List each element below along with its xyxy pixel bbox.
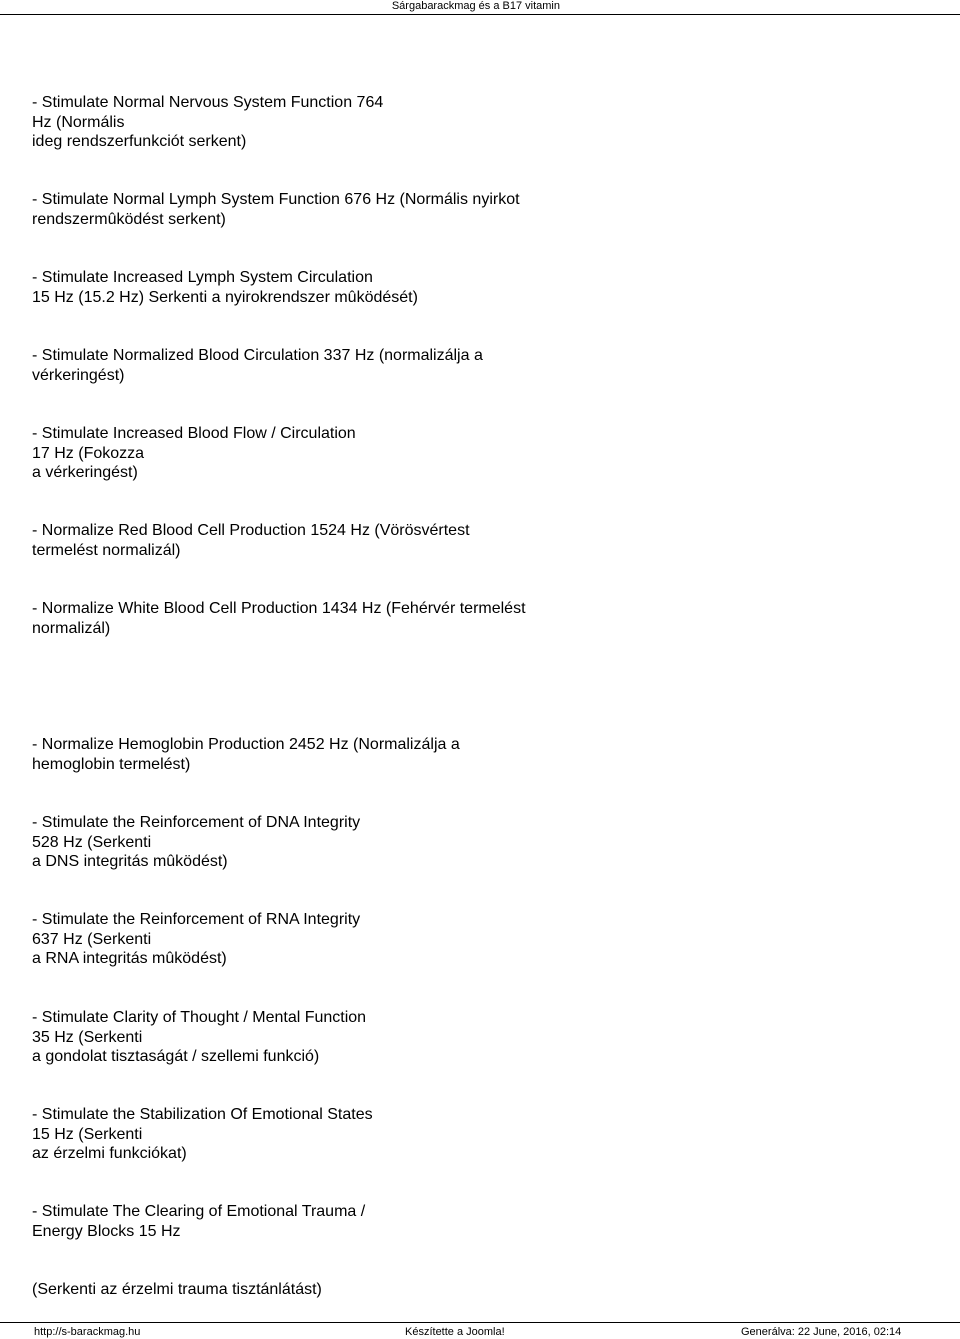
paragraph-line: a vérkeringést) (32, 464, 138, 481)
paragraph-line: az érzelmi funkciókat) (32, 1145, 187, 1162)
paragraph-line: - Stimulate the Stabilization Of Emotional States (32, 1106, 373, 1123)
paragraph-line: ideg rendszerfunkciót serkent) (32, 133, 247, 150)
paragraph (32, 93, 383, 152)
paragraph (32, 424, 356, 483)
paragraph-line: a DNS integritás mûködést) (32, 853, 228, 870)
paragraph (32, 521, 470, 560)
paragraph-line: normalizál) (32, 619, 111, 637)
paragraph-line: - Stimulate the Reinforcement of RNA Integrity (32, 911, 361, 928)
paragraph-line: - Stimulate the Reinforcement of DNA Integrity (32, 814, 361, 831)
paragraph-line: - Stimulate Clarity of Thought / Mental Function (32, 1009, 367, 1026)
paragraph-line: - Normalize Red Blood Cell Production 1524 Hz (Vörösvértest (32, 522, 470, 539)
paragraph-line: a RNA integritás mûködést) (32, 950, 227, 967)
paragraph (32, 599, 526, 638)
paragraph (32, 813, 360, 872)
paragraph (32, 1202, 365, 1241)
footer-made-with: Készítette a Joomla! (405, 1326, 505, 1338)
paragraph-line: - Stimulate Increased Blood Flow / Circulation (32, 425, 356, 442)
paragraph-line: (Serkenti az érzelmi trauma tisztánlátást) (32, 1281, 322, 1298)
paragraph-line: Hz (Normális (32, 113, 125, 131)
paragraph-line: hemoglobin termelést) (32, 755, 191, 773)
paragraph-line: 528 Hz (Serkenti (32, 833, 152, 851)
paragraph (32, 268, 418, 307)
paragraph-line: 17 Hz (Fokozza (32, 444, 145, 462)
paragraph-line: 15 Hz (Serkenti (32, 1125, 143, 1143)
paragraph-line: Energy Blocks 15 Hz (32, 1222, 181, 1240)
paragraph-line: 15 Hz (15.2 Hz) Serkenti a nyirokrendszer mûködését) (32, 288, 418, 306)
paragraph-line: 637 Hz (Serkenti (32, 930, 152, 948)
paragraph-line: 35 Hz (Serkenti (32, 1028, 143, 1046)
page-footer (0, 1322, 960, 1339)
footer-generated-date: Generálva: 22 June, 2016, 02:14 (741, 1326, 902, 1338)
paragraph-line: - Normalize White Blood Cell Production 1434 Hz (Fehérvér termelést (32, 600, 526, 617)
paragraph (32, 735, 460, 774)
paragraph-line: rendszermûködést serkent) (32, 210, 226, 228)
paragraph (32, 1008, 366, 1067)
paragraph (32, 1105, 373, 1164)
paragraph-line: termelést normalizál) (32, 541, 181, 559)
paragraph-line: - Normalize Hemoglobin Production 2452 Hz (Normalizálja a (32, 736, 460, 753)
header-title: Sárgabarackmag és a B17 vitamin (391, 0, 560, 12)
paragraph-line: - Stimulate Normal Lymph System Function 676 Hz (Normális nyirkot (32, 191, 520, 208)
paragraph-line: - Stimulate Normal Nervous System Function 764 (32, 94, 384, 111)
paragraph (32, 190, 520, 229)
footer-url-link[interactable]: http://s-barackmag.hu (34, 1326, 141, 1338)
paragraph-line: a gondolat tisztaságát / szellemi funkció) (32, 1048, 320, 1065)
paragraph (32, 346, 483, 385)
paragraph-line: - Stimulate Increased Lymph System Circulation (32, 269, 373, 286)
paragraph-line: - Stimulate Normalized Blood Circulation 337 Hz (normalizálja a (32, 347, 483, 364)
paragraph (32, 1280, 322, 1300)
paragraph (32, 910, 360, 969)
paragraph-line: - Stimulate The Clearing of Emotional Trauma / (32, 1203, 366, 1220)
paragraph-line: vérkeringést) (32, 366, 125, 384)
page-header (0, 0, 960, 15)
